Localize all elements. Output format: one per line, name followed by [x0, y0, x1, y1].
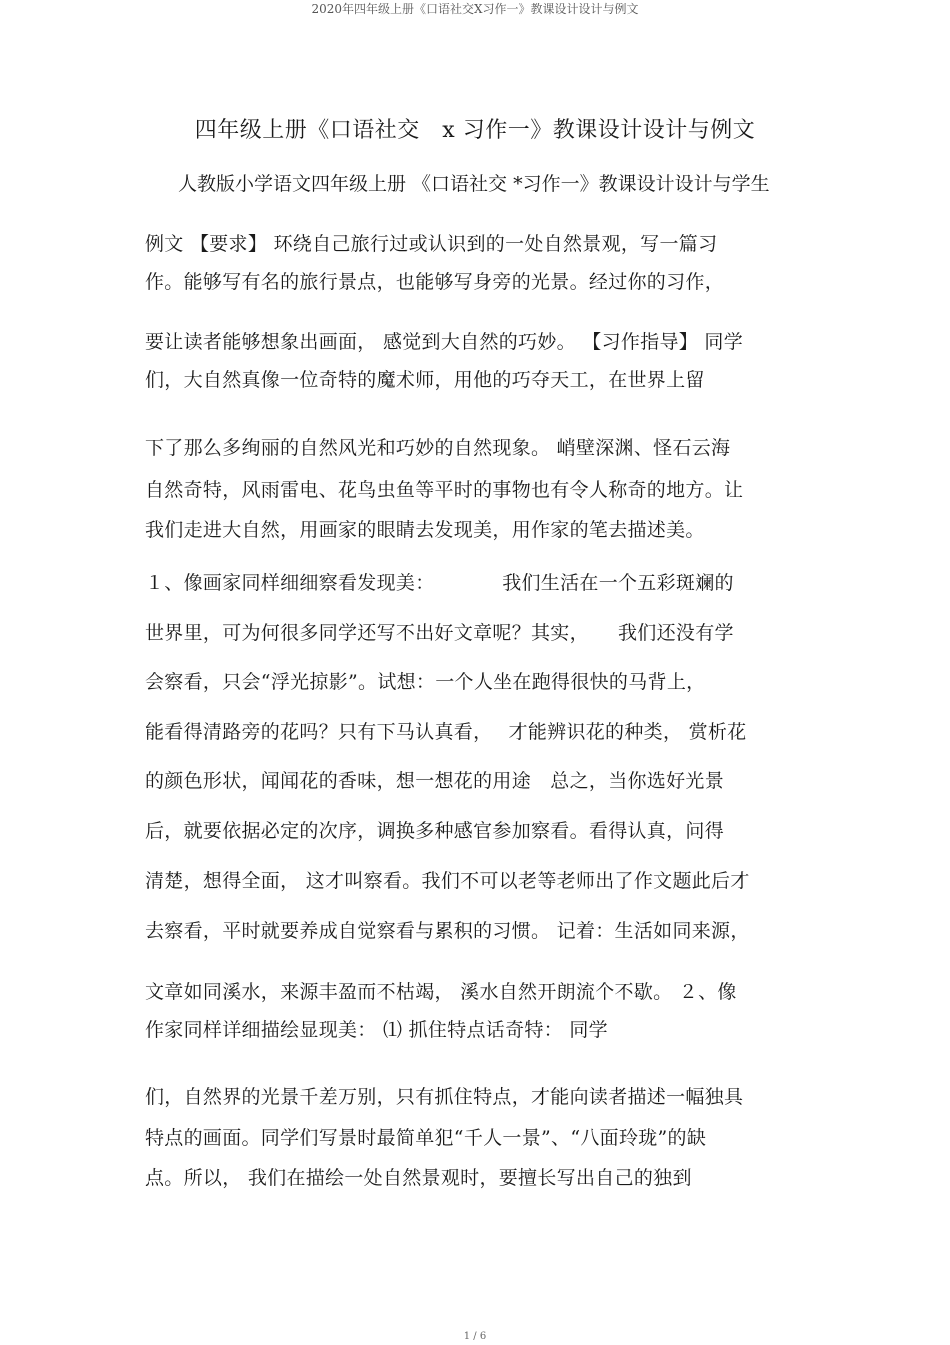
body-line: 后，就要依据必定的次序，调换多种感官参加察看。看得认真，问得	[145, 820, 725, 842]
body-line: 能看得清路旁的花吗？只有下马认真看， 才能辨识花的种类， 赏析花	[145, 721, 747, 743]
body-line: 要让读者能够想象出画面， 感觉到大自然的巧妙。 【习作指导】 同学	[145, 331, 744, 353]
body-line: 们，自然界的光景千差万别，只有抓住特点，才能向读者描述一幅独具	[145, 1086, 744, 1108]
body-line: 的颜色形状，闻闻花的香味，想一想花的用途 总之，当你选好光景	[145, 770, 725, 792]
body-line: 清楚，想得全面， 这才叫察看。我们不可以老等老师出了作文题此后才	[145, 870, 750, 892]
document-subtitle: 人教版小学语文四年级上册 《口语社交 *习作一》教课设计设计与学生	[178, 173, 770, 195]
document-title: 四年级上册《口语社交 x 习作一》教课设计设计与例文	[194, 118, 756, 143]
running-header: 2020年四年级上册《口语社交X习作一》教课设计设计与例文	[311, 2, 639, 16]
page-indicator: 1 / 6	[463, 1331, 487, 1342]
body-line: 作。能够写有名的旅行景点，也能够写身旁的光景。经过你的习作，	[145, 271, 725, 293]
body-line: 作家同样详细描绘显现美： ⑴ 抓住特点话奇特： 同学	[145, 1019, 608, 1041]
body-line: １、像画家同样细细察看发现美： 我们生活在一个五彩斑斓的	[145, 572, 734, 594]
body-line: 自然奇特，风雨雷电、花鸟虫鱼等平时的事物也有令人称奇的地方。让	[145, 479, 744, 501]
body-line: 们，大自然真像一位奇特的魔术师，用他的巧夺天工，在世界上留	[145, 369, 705, 391]
body-line: 去察看，平时就要养成自觉察看与累积的习惯。 记着：生活如同来源，	[145, 920, 750, 942]
body-line: 下了那么多绚丽的自然风光和巧妙的自然现象。 峭壁深渊、怪石云海	[145, 437, 731, 459]
body-line: 例文 【要求】 环绕自己旅行过或认识到的一处自然景观，写一篇习	[145, 233, 718, 255]
body-line: 文章如同溪水，来源丰盈而不枯竭， 溪水自然开朗流个不歇。 ２、像	[145, 981, 737, 1003]
body-line: 世界里，可为何很多同学还写不出好文章呢？其实， 我们还没有学	[145, 622, 734, 644]
body-line: 点。所以， 我们在描绘一处自然景观时，要擅长写出自己的独到	[145, 1167, 692, 1189]
body-line: 我们走进大自然，用画家的眼睛去发现美，用作家的笔去描述美。	[145, 519, 705, 541]
body-line: 特点的画面。同学们写景时最简单犯“千人一景”、“八面玲珑”的缺	[145, 1127, 707, 1149]
body-line: 会察看，只会“浮光掠影”。试想：一个人坐在跑得很快的马背上，	[145, 671, 706, 693]
